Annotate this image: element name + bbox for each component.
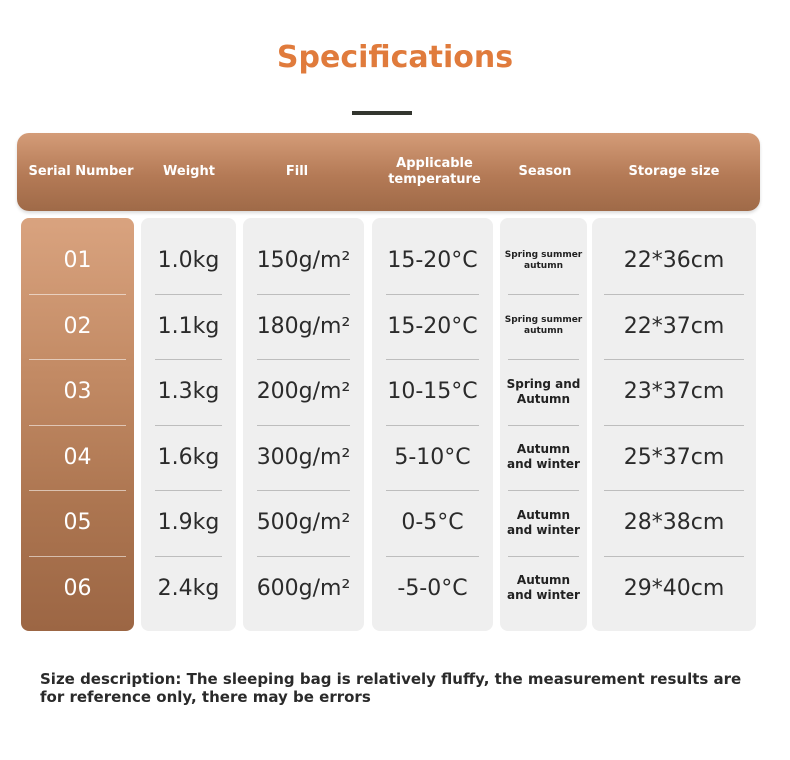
row-divider xyxy=(29,556,126,557)
fill-column xyxy=(243,218,364,631)
row-divider xyxy=(29,359,126,360)
season-cell xyxy=(500,296,587,358)
row-divider xyxy=(155,294,222,295)
fill-cell: 180g/m² xyxy=(256,313,351,339)
fill-cell: 150g/m² xyxy=(256,248,351,274)
row-divider xyxy=(155,490,222,491)
weight-cell: 1.3kg xyxy=(157,379,220,405)
temperature-cell: 15-20°C xyxy=(387,248,478,274)
row-divider xyxy=(386,556,479,557)
row-divider xyxy=(508,359,579,360)
serial-cell: 04 xyxy=(63,444,92,470)
storage-size-cell: 22*37cm xyxy=(623,313,725,339)
storage-size-cell: 22*36cm xyxy=(623,248,725,274)
row-divider xyxy=(29,294,126,295)
season-line-1: Autumn xyxy=(516,442,571,457)
weight-cell: 1.1kg xyxy=(157,313,220,339)
row-divider xyxy=(29,490,126,491)
storage-size-cell: 29*40cm xyxy=(623,575,725,601)
serial-cell: 01 xyxy=(63,248,92,274)
row-divider xyxy=(604,425,744,426)
row-divider xyxy=(604,294,744,295)
row-divider xyxy=(508,294,579,295)
row-divider xyxy=(386,359,479,360)
header-fill: Fill xyxy=(285,164,309,179)
season-line-2: autumn xyxy=(524,260,563,271)
season-cell xyxy=(500,361,587,423)
row-divider xyxy=(257,359,350,360)
weight-cell: 1.6kg xyxy=(157,444,220,470)
serial-column xyxy=(21,218,134,631)
fill-cell: 500g/m² xyxy=(256,510,351,536)
fill-cell: 600g/m² xyxy=(256,575,351,601)
temperature-cell: 0-5°C xyxy=(401,510,464,536)
page-title: Specifications xyxy=(276,40,514,75)
row-divider xyxy=(257,425,350,426)
season-cell xyxy=(500,558,587,620)
storage-size-cell: 23*37cm xyxy=(623,379,725,405)
header-applicable-temperature xyxy=(372,133,497,211)
row-divider xyxy=(257,294,350,295)
season-line-2: Autumn xyxy=(516,391,571,406)
serial-cell: 02 xyxy=(63,313,92,339)
row-divider xyxy=(508,425,579,426)
season-line-2: and winter xyxy=(507,457,580,472)
season-column xyxy=(500,218,587,631)
temperature-cell: 5-10°C xyxy=(394,444,471,470)
header-temp-line1: Applicable xyxy=(396,156,473,171)
temperature-cell: 15-20°C xyxy=(387,313,478,339)
row-divider xyxy=(604,490,744,491)
weight-column xyxy=(141,218,236,631)
header-weight: Weight xyxy=(163,164,215,179)
weight-cell: 1.9kg xyxy=(157,510,220,536)
season-cell xyxy=(500,230,587,292)
row-divider xyxy=(257,556,350,557)
serial-cell: 06 xyxy=(63,575,92,601)
row-divider xyxy=(155,556,222,557)
size-description-note: Size description: The sleeping bag is relatively fluffy, the measurement results are for reference only, there may be errors xyxy=(40,670,742,706)
table-header xyxy=(17,133,760,211)
row-divider xyxy=(29,425,126,426)
storage-size-cell: 28*38cm xyxy=(623,510,725,536)
temperature-cell: 10-15°C xyxy=(387,379,478,405)
header-storage-size: Storage size xyxy=(628,164,720,179)
header-season: Season xyxy=(518,164,572,179)
title-underline xyxy=(352,111,412,115)
season-line-1: Autumn xyxy=(516,573,571,588)
row-divider xyxy=(508,490,579,491)
row-divider xyxy=(155,359,222,360)
temperature-cell: -5-0°C xyxy=(397,575,468,601)
season-line-2: and winter xyxy=(507,588,580,603)
row-divider xyxy=(386,294,479,295)
weight-cell: 2.4kg xyxy=(157,575,220,601)
storage-size-cell: 25*37cm xyxy=(623,444,725,470)
serial-cell: 05 xyxy=(63,510,92,536)
season-line-2: autumn xyxy=(524,326,563,337)
header-serial-number: Serial Number xyxy=(28,164,134,179)
row-divider xyxy=(257,490,350,491)
season-line-2: and winter xyxy=(507,522,580,537)
storage-column xyxy=(592,218,756,631)
row-divider xyxy=(386,490,479,491)
row-divider xyxy=(155,425,222,426)
season-line-1: Autumn xyxy=(516,507,571,522)
row-divider xyxy=(508,556,579,557)
season-line-1: Spring summer xyxy=(504,315,583,326)
season-line-1: Spring and xyxy=(506,376,581,391)
row-divider xyxy=(604,359,744,360)
serial-cell: 03 xyxy=(63,379,92,405)
fill-cell: 300g/m² xyxy=(256,444,351,470)
season-cell xyxy=(500,492,587,554)
season-cell xyxy=(500,427,587,489)
weight-cell: 1.0kg xyxy=(157,248,220,274)
season-line-1: Spring summer xyxy=(504,249,583,260)
temperature-column xyxy=(372,218,493,631)
row-divider xyxy=(604,556,744,557)
header-temp-line2: temperature xyxy=(388,172,481,187)
fill-cell: 200g/m² xyxy=(256,379,351,405)
row-divider xyxy=(386,425,479,426)
